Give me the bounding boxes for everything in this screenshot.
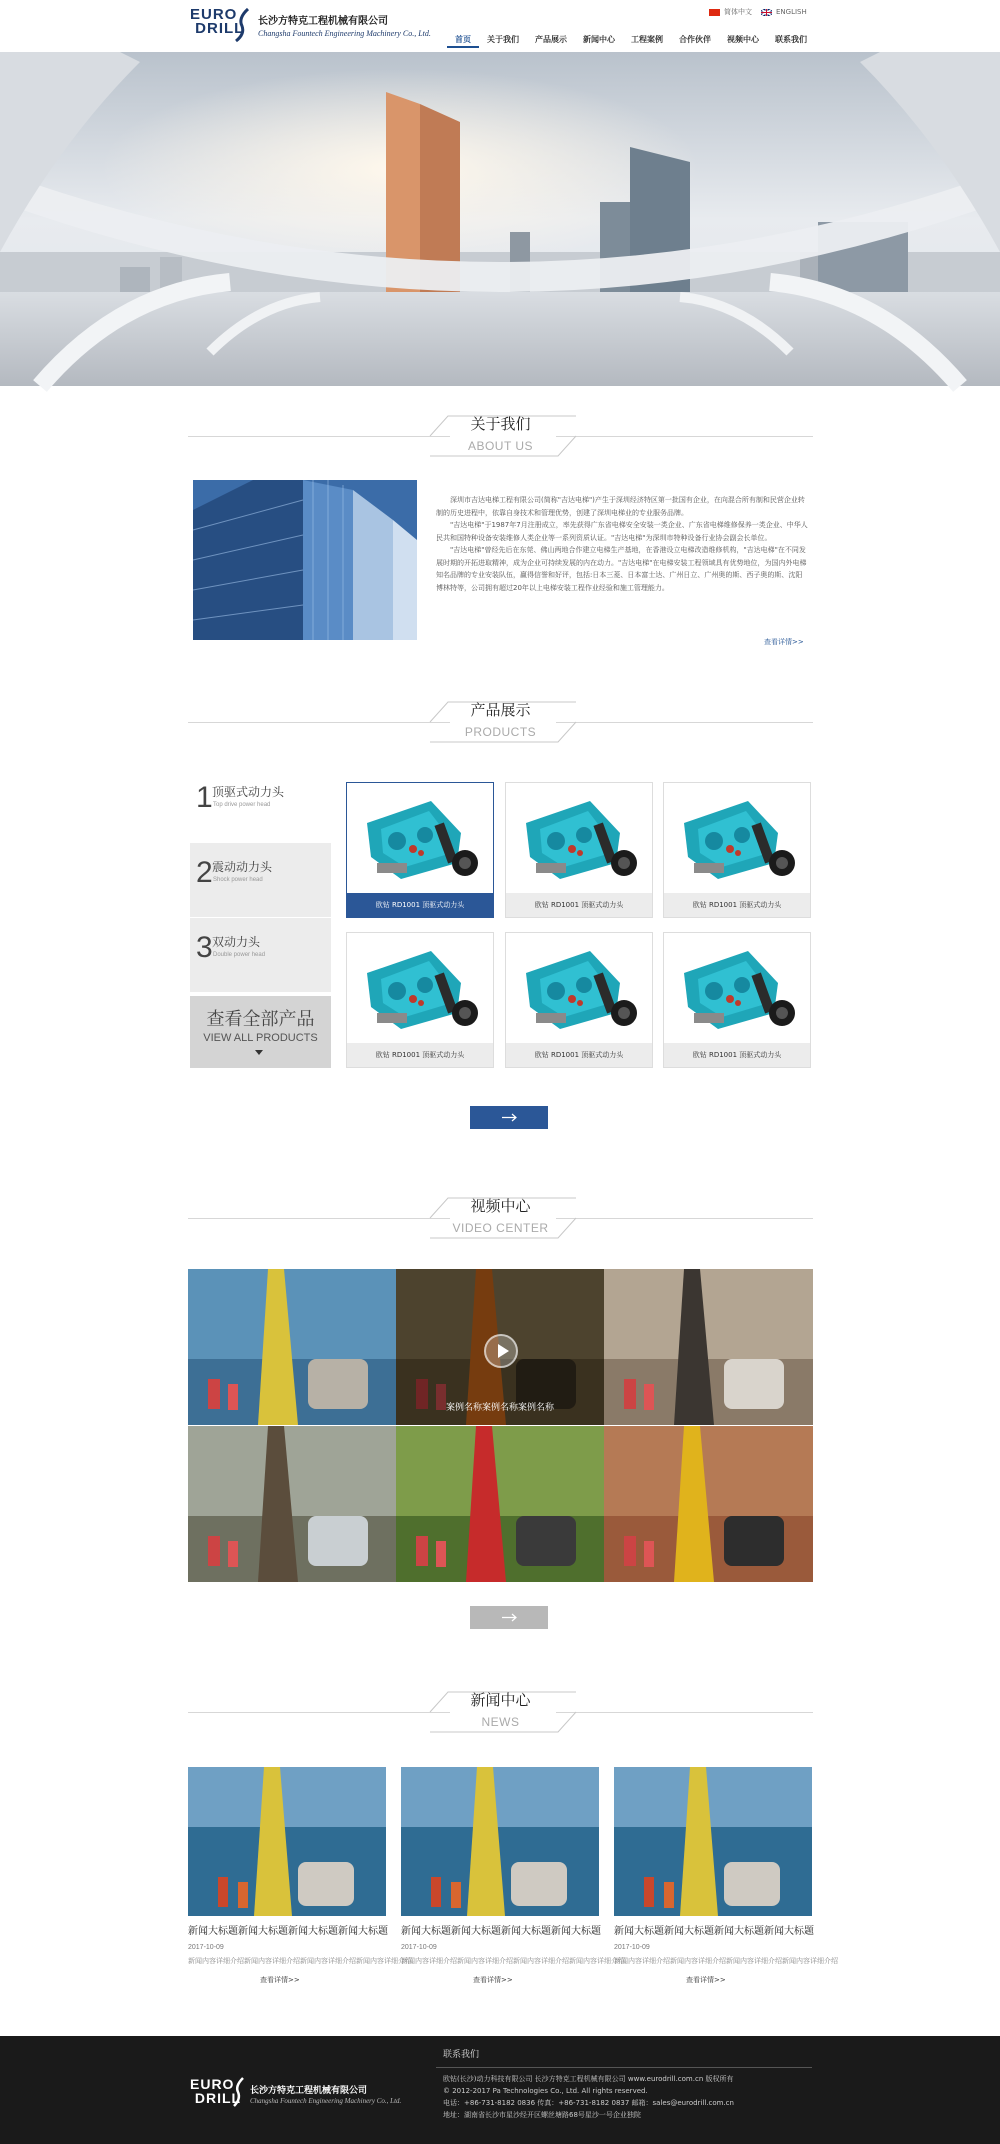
video-section-title — [188, 1186, 813, 1256]
product-caption: 欧钻 RD1001 顶驱式动力头 — [664, 893, 810, 917]
main-nav — [447, 32, 815, 48]
video-title-cn: 视频中心 — [470, 1197, 531, 1215]
lang-cn-label: 简体中文 — [724, 8, 752, 16]
category-label-cn: 双动力头 — [212, 935, 261, 949]
video-image — [188, 1269, 397, 1425]
nav-cases[interactable]: 工程案例 — [631, 35, 663, 44]
footer-logo-swoosh-icon — [232, 2077, 246, 2107]
products-next-button[interactable] — [470, 1106, 548, 1129]
news-image — [614, 1767, 812, 1916]
about-title-cn: 关于我们 — [470, 415, 531, 433]
video-thumbnail[interactable] — [604, 1269, 813, 1425]
lang-en-link[interactable] — [761, 6, 807, 18]
lang-en-label: ENGLISH — [776, 8, 807, 16]
about-title-en: ABOUT US — [467, 439, 534, 453]
product-image — [347, 933, 493, 1043]
category-label-en: Top drive power head — [213, 802, 271, 808]
about-more-link[interactable]: 查看详情>> — [764, 638, 804, 646]
news-title-cn: 新闻中心 — [470, 1691, 531, 1709]
footer-line: 地址：湖南省长沙市星沙经开区螺丝塘路68号星沙一号企业独院 — [443, 2111, 641, 2119]
footer-contact-title: 联系我们 — [443, 2050, 480, 2060]
news-title[interactable]: 新闻大标题新闻大标题新闻大标题新闻大标题 — [614, 1926, 814, 1937]
products-section-title — [188, 690, 813, 760]
product-card[interactable] — [505, 932, 653, 1068]
category-shock[interactable] — [190, 843, 331, 917]
video-title-en: VIDEO CENTER — [452, 1221, 549, 1235]
video-caption: 案例名称案例名称案例名称 — [445, 1403, 554, 1413]
product-caption: 欧钻 RD1001 顶驱式动力头 — [664, 1043, 810, 1067]
uk-flag-icon — [761, 9, 772, 16]
logo-mark: EURO DRILL — [190, 6, 245, 37]
category-label-cn: 顶驱式动力头 — [212, 785, 285, 799]
video-thumbnail[interactable] — [396, 1426, 605, 1582]
news-date: 2017-10-09 — [614, 1944, 650, 1951]
product-caption: 欧钻 RD1001 顶驱式动力头 — [506, 1043, 652, 1067]
product-image — [664, 783, 810, 893]
footer-line: © 2012-2017 Pa Technologies Co., Ltd. All rights reserved. — [443, 2087, 648, 2095]
nav-about[interactable]: 关于我们 — [487, 35, 519, 44]
product-image — [664, 933, 810, 1043]
company-name-cn: 长沙方特克工程机械有限公司 — [258, 16, 388, 27]
product-card[interactable] — [663, 782, 811, 918]
category-number: 3 — [196, 931, 213, 964]
product-image — [347, 783, 493, 893]
product-card[interactable] — [505, 782, 653, 918]
news-summary: 新闻内容详细介绍新闻内容详细介绍新闻内容详细介绍新闻内容详细介绍 — [614, 1957, 838, 1965]
logo[interactable] — [190, 6, 430, 46]
nav-news[interactable]: 新闻中心 — [583, 35, 615, 44]
about-paragraph: "吉达电梯"曾经先后在东莞、佛山两地合作建立电梯生产基地，在香港设立电梯改造维修机构，"吉达电梯"在不同发展时期的开拓进取精神，成为企业可持续发展的内在动力。"吉达电梯"在电梯安装工程领域具有优势地位，为国内外电梯知名品牌的专业安装队伍，赢得信誉和好评，包括:日本三菱、日本富士达、广州日立、广州奥的斯、西子奥的斯、沈阳博林特等，公司拥有超过20年以上电梯安装工程作业经验和施工管理能力。 — [436, 546, 807, 592]
product-card[interactable] — [663, 932, 811, 1068]
news-date: 2017-10-09 — [188, 1944, 224, 1951]
category-label-en: Shock power head — [213, 877, 263, 883]
footer-line: 电话：+86-731-8182 0836 传真：+86-731-8182 0837 邮箱：sales@eurodrill.com.cn — [443, 2099, 734, 2107]
china-flag-icon — [709, 9, 720, 16]
product-caption: 欧钻 RD1001 顶驱式动力头 — [347, 1043, 493, 1067]
category-top-drive[interactable] — [190, 768, 331, 842]
view-all-cn: 查看全部产品 — [206, 1009, 315, 1030]
footer-company-cn: 长沙方特克工程机械有限公司 — [250, 2086, 368, 2096]
news-image — [188, 1767, 386, 1916]
logo-swoosh-icon — [234, 8, 252, 42]
nav-home[interactable]: 首页 — [447, 32, 479, 48]
news-section-title — [188, 1680, 813, 1750]
site-header — [0, 0, 1000, 52]
video-image — [604, 1426, 813, 1582]
video-image — [604, 1269, 813, 1425]
about-paragraph: 深圳市吉达电梯工程有限公司(简称"吉达电梯")产生于深圳经济特区第一批国有企业，在向混合所有制和民营企业转制的历史进程中，依靠自身技术和管理优势，创建了深圳电梯业的专业服务品牌。 — [436, 496, 805, 517]
news-more-link[interactable]: 查看详情>> — [686, 1976, 726, 1984]
product-caption: 欧钻 RD1001 顶驱式动力头 — [506, 893, 652, 917]
nav-contact[interactable]: 联系我们 — [775, 35, 807, 44]
footer-logo[interactable] — [190, 2077, 440, 2117]
footer-company-en: Changsha Fountech Engineering Machinery Co., Ltd. — [250, 2097, 402, 2105]
about-section-title — [188, 404, 813, 474]
category-label-cn: 震动动力头 — [212, 860, 273, 874]
hero-banner — [0, 52, 1000, 386]
footer-rule — [436, 2067, 812, 2068]
news-date: 2017-10-09 — [401, 1944, 437, 1951]
view-all-products-button[interactable] — [190, 996, 331, 1068]
news-title-en: NEWS — [481, 1715, 520, 1729]
company-name-en: Changsha Fountech Engineering Machinery Co., Ltd. — [258, 29, 431, 38]
lang-cn-link[interactable] — [709, 6, 752, 18]
about-text — [436, 494, 808, 594]
category-double[interactable] — [190, 918, 331, 992]
category-number: 2 — [196, 856, 213, 889]
video-thumbnail[interactable] — [604, 1426, 813, 1582]
video-image — [396, 1426, 605, 1582]
news-title[interactable]: 新闻大标题新闻大标题新闻大标题新闻大标题 — [401, 1926, 601, 1937]
video-thumbnail[interactable] — [188, 1269, 397, 1425]
news-title[interactable]: 新闻大标题新闻大标题新闻大标题新闻大标题 — [188, 1926, 388, 1937]
news-summary: 新闻内容详细介绍新闻内容详细介绍新闻内容详细介绍新闻内容详细介绍 — [401, 1957, 625, 1965]
products-title-en: PRODUCTS — [464, 725, 537, 739]
about-paragraph: "吉达电梯"于1987年7月注册成立，率先获得广东省电梯安全安装一类企业、广东省电梯维修保养一类企业、中华人民共和国特种设备安装维修人类企业等一系列资质认证。"吉达电梯"为深圳市特种设备行业协会副会长单位。 — [436, 521, 808, 542]
product-image — [506, 933, 652, 1043]
category-label-en: Double power head — [213, 952, 266, 958]
video-next-button[interactable] — [470, 1606, 548, 1629]
caret-down-icon — [255, 1050, 263, 1055]
product-card[interactable] — [346, 782, 494, 918]
product-card[interactable] — [346, 932, 494, 1068]
product-caption: 欧钻 RD1001 顶驱式动力头 — [347, 893, 493, 917]
news-more-link[interactable]: 查看详情>> — [473, 1976, 513, 1984]
video-thumbnail[interactable] — [188, 1426, 397, 1582]
category-number: 1 — [196, 781, 213, 814]
footer-logo-mark: EURO DRILL — [190, 2076, 242, 2106]
nav-products[interactable]: 产品展示 — [535, 35, 567, 44]
news-image — [401, 1767, 599, 1916]
news-summary: 新闻内容详细介绍新闻内容详细介绍新闻内容详细介绍新闻内容详细介绍 — [188, 1957, 412, 1965]
hero-image — [0, 52, 1000, 386]
about-building-image — [193, 480, 417, 640]
play-icon[interactable] — [484, 1334, 518, 1368]
nav-video[interactable]: 视频中心 — [727, 35, 759, 44]
nav-partners[interactable]: 合作伙伴 — [679, 35, 711, 44]
footer-line: 欧钻(长沙)动力科技有限公司 长沙方特克工程机械有限公司 www.eurodrill.com.cn 版权所有 — [443, 2075, 734, 2083]
video-image — [188, 1426, 397, 1582]
view-all-en: VIEW ALL PRODUCTS — [203, 1032, 318, 1044]
products-title-cn: 产品展示 — [470, 701, 531, 719]
product-image — [506, 783, 652, 893]
news-more-link[interactable]: 查看详情>> — [260, 1976, 300, 1984]
